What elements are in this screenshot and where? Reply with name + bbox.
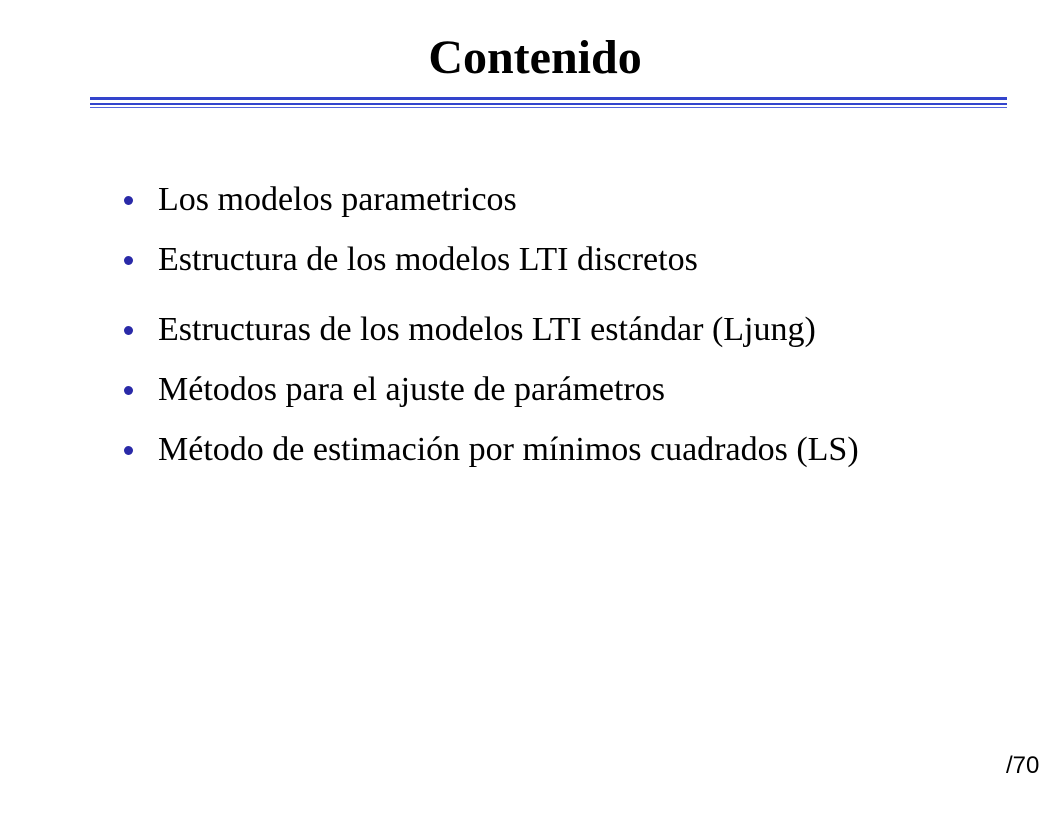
bullet-text: Estructura de los modelos LTI discretos	[158, 241, 698, 278]
bullet-dot-icon	[124, 446, 133, 455]
page-number: /70	[1006, 752, 1040, 779]
bullet-text: Los modelos parametricos	[158, 181, 517, 218]
bullet-dot-icon	[124, 386, 133, 395]
slide-title: Contenido	[428, 31, 642, 84]
bullet-dot-icon	[124, 196, 133, 205]
title-underline-thin	[90, 107, 1007, 108]
bullet-dot-icon	[124, 256, 133, 265]
title-underline-middle	[90, 103, 1007, 105]
title-underline-thick	[90, 97, 1007, 100]
bullet-text: Métodos para el ajuste de parámetros	[158, 371, 665, 408]
bullet-text: Método de estimación por mínimos cuadrados (LS)	[158, 431, 859, 468]
bullet-dot-icon	[124, 326, 133, 335]
bullet-text: Estructuras de los modelos LTI estándar (Ljung)	[158, 311, 816, 348]
